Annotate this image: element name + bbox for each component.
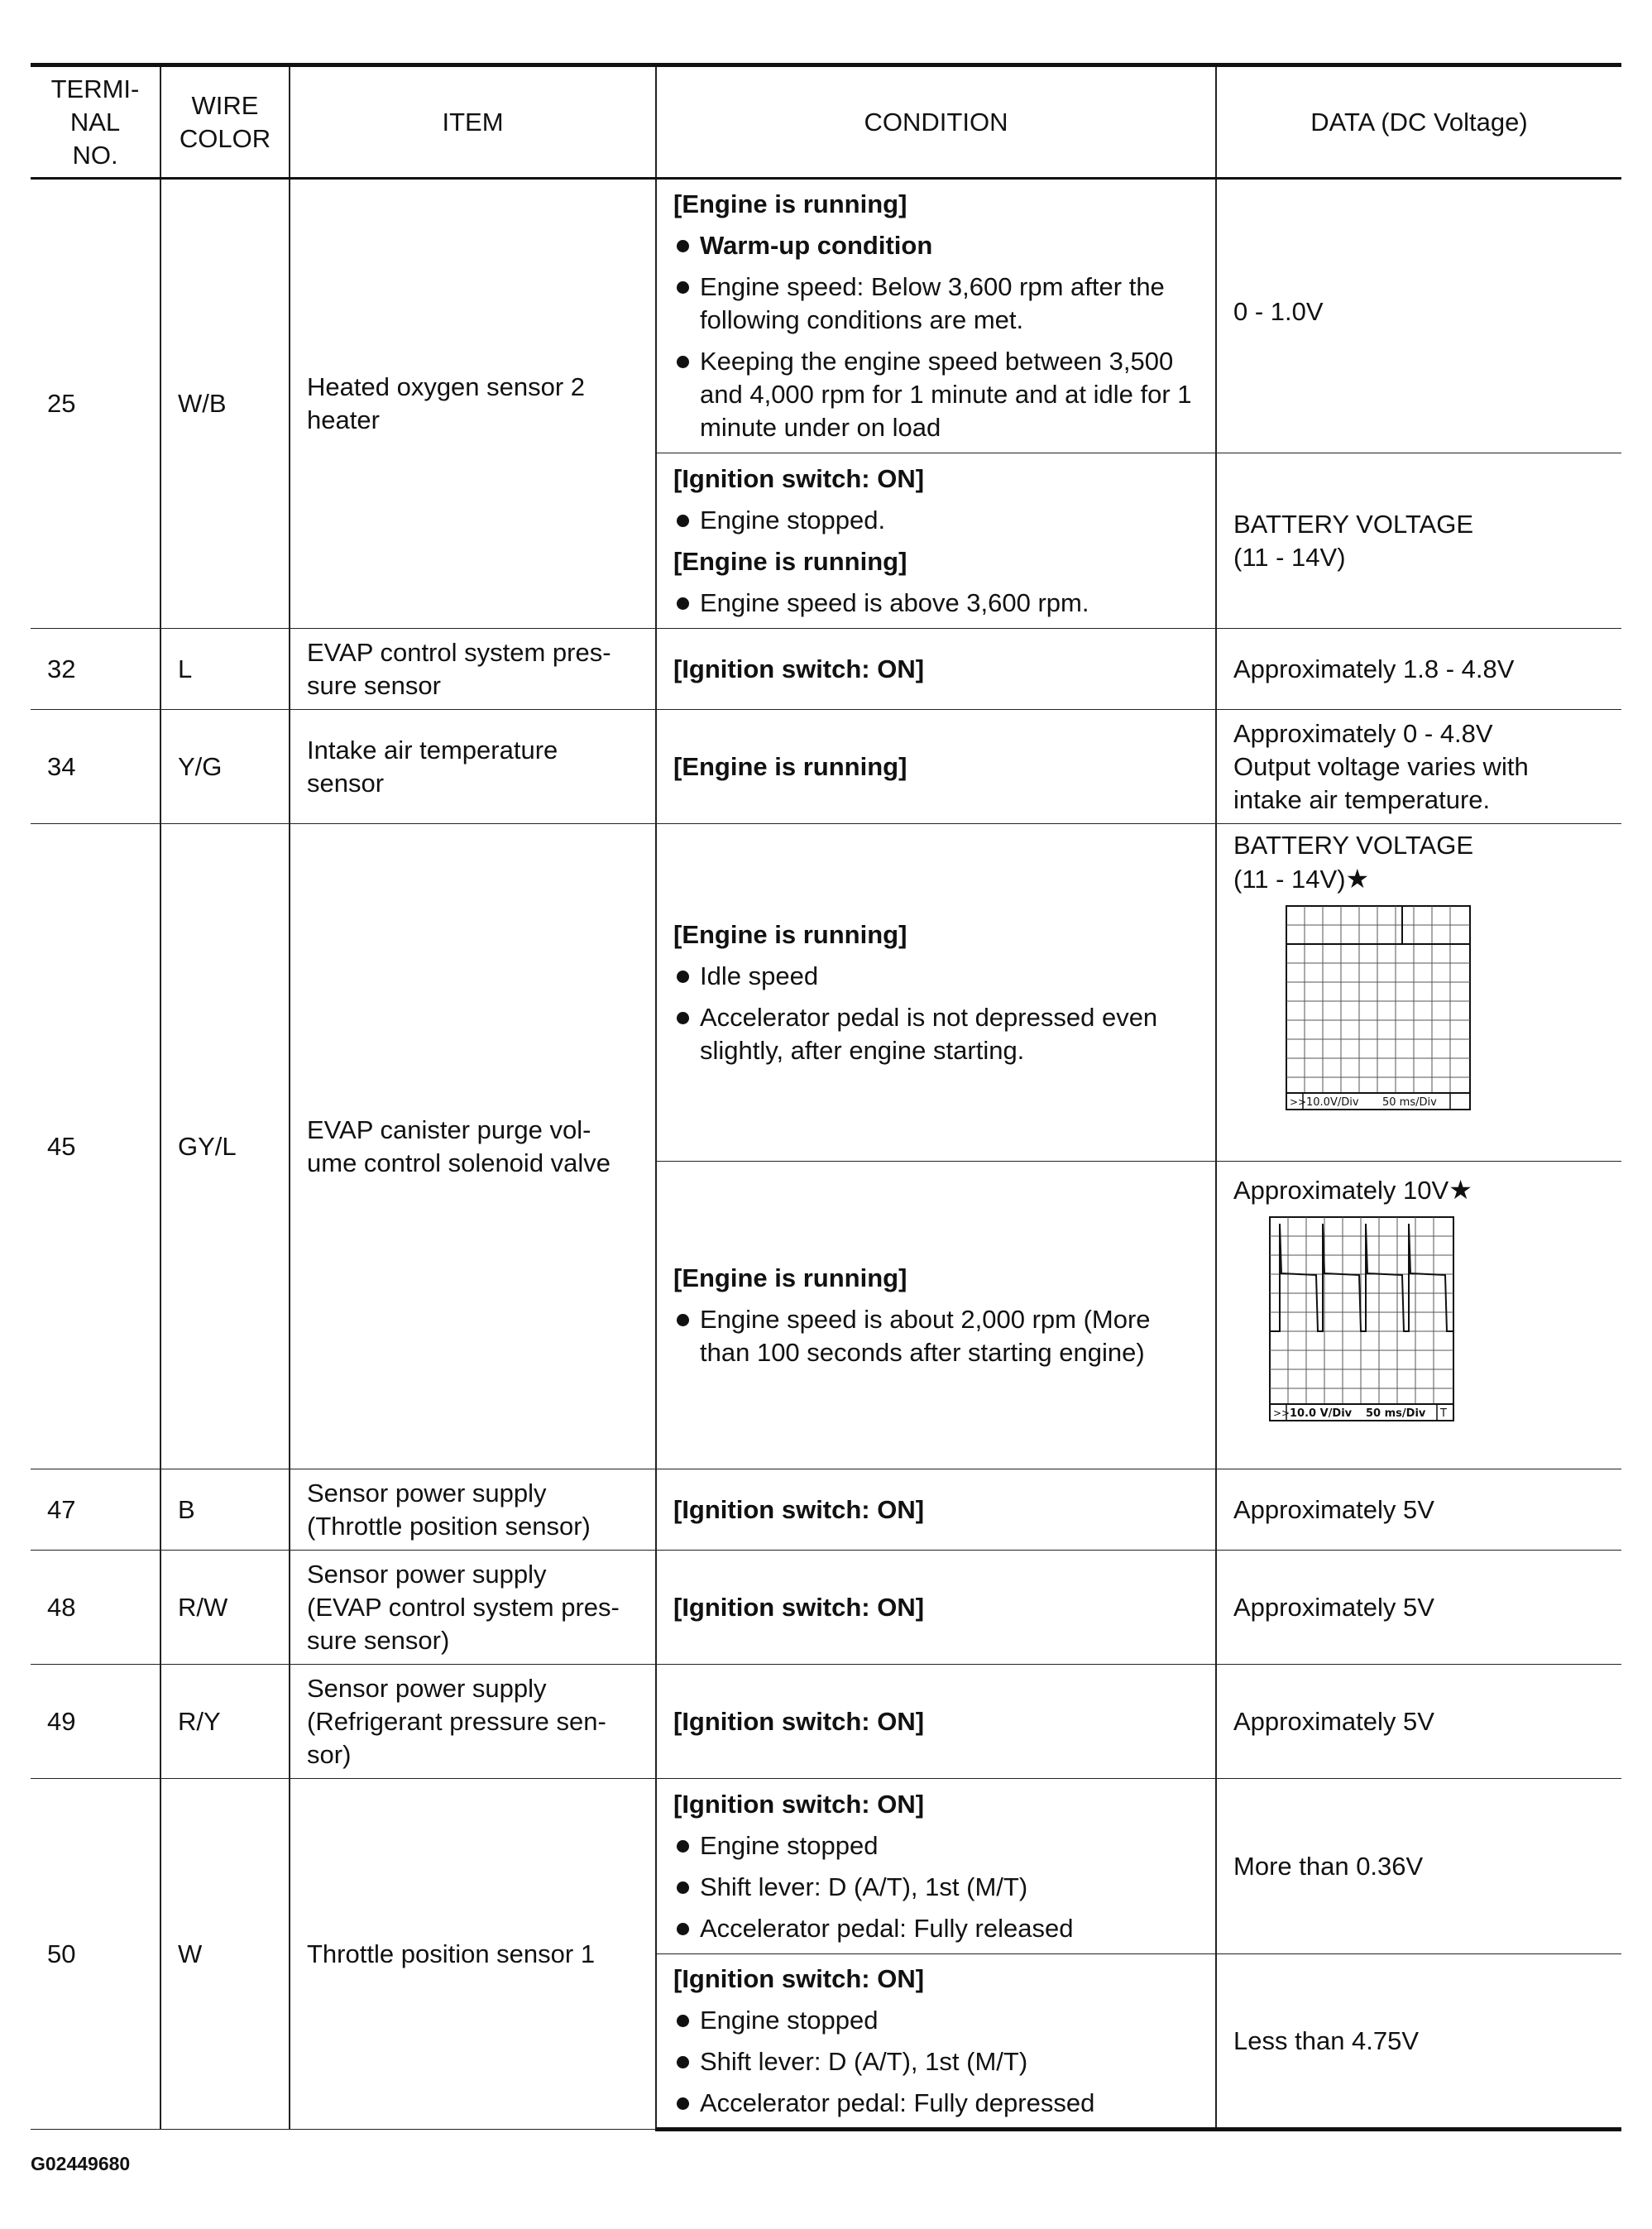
terminal-data-table <box>31 63 1621 2131</box>
item-name: EVAP canister purge vol- ume control solenoid valve <box>290 824 656 1469</box>
condition-cell <box>656 1551 1216 1665</box>
terminal-no: 45 <box>31 824 160 1469</box>
table-row <box>31 629 1621 710</box>
item-name: Sensor power supply (Throttle position sensor) <box>290 1469 656 1551</box>
data-value: Approximately 0 - 4.8V Output voltage varies with intake air temperature. <box>1216 710 1621 824</box>
star-mark: ★ <box>1345 864 1370 894</box>
oscilloscope-waveform-battery <box>1285 904 1475 1111</box>
table-row <box>31 1779 1621 1954</box>
figure-code: G02449680 <box>31 2153 131 2174</box>
condition-cell <box>656 710 1216 824</box>
condition-bullet: Warm-up condition <box>673 229 1199 262</box>
data-value: Less than 4.75V <box>1216 1954 1621 2130</box>
wire-color: W/B <box>160 179 290 629</box>
terminal-no: 47 <box>31 1469 160 1551</box>
condition-bullet: Keeping the engine speed between 3,500 and 4,000 rpm for 1 minute and at idle for 1 minute under on load <box>673 345 1199 444</box>
item-name: Throttle position sensor 1 <box>290 1779 656 2130</box>
condition-title: [Engine is running] <box>673 919 907 949</box>
condition-bullet: Engine stopped <box>673 2004 1199 2037</box>
header-condition: CONDITION <box>656 65 1216 179</box>
scope-trigger-mark: T <box>1440 1407 1447 1420</box>
condition-bullet: Shift lever: D (A/T), 1st (M/T) <box>673 2045 1199 2078</box>
item-name: Sensor power supply (EVAP control system pres- sure sensor) <box>290 1551 656 1665</box>
data-value: More than 0.36V <box>1216 1779 1621 1954</box>
star-mark: ★ <box>1448 1175 1472 1205</box>
header-item: ITEM <box>290 65 656 179</box>
condition-bullet: Accelerator pedal: Fully released <box>673 1912 1199 1945</box>
data-cell <box>1216 824 1621 1162</box>
wire-color: L <box>160 629 290 710</box>
table-row <box>31 1665 1621 1779</box>
condition-bullet: Accelerator pedal is not depressed even slightly, after engine starting. <box>673 1001 1199 1067</box>
item-name: Sensor power supply (Refrigerant pressure sen- sor) <box>290 1665 656 1779</box>
scope-time-scale: 50 ms/Div <box>1366 1407 1426 1420</box>
item-name: EVAP control system pres- sure sensor <box>290 629 656 710</box>
data-value: BATTERY VOLTAGE <box>1233 831 1473 860</box>
table-row <box>31 1551 1621 1665</box>
condition-title: [Ignition switch: ON] <box>673 1963 925 1993</box>
table-row <box>31 824 1621 1162</box>
condition-bullet: Idle speed <box>673 960 1199 993</box>
data-value: Approximately 5V <box>1216 1665 1621 1779</box>
scope-volt-scale: 10.0 V/Div <box>1290 1407 1353 1420</box>
condition-cell <box>656 824 1216 1162</box>
wire-color: GY/L <box>160 824 290 1469</box>
condition-title: [Engine is running] <box>673 751 907 781</box>
header-wire-color: WIRE COLOR <box>160 65 290 179</box>
data-value: Approximately 1.8 - 4.8V <box>1216 629 1621 710</box>
wire-color: B <box>160 1469 290 1551</box>
condition-cell <box>656 1469 1216 1551</box>
condition-bullet: Engine speed is above 3,600 rpm. <box>673 587 1199 620</box>
condition-cell <box>656 1779 1216 1954</box>
wire-color: W <box>160 1779 290 2130</box>
svg-text:>>: >> <box>1273 1407 1290 1419</box>
terminal-no: 50 <box>31 1779 160 2130</box>
table-row <box>31 710 1621 824</box>
condition-bullet: Engine speed: Below 3,600 rpm after the following conditions are met. <box>673 271 1199 337</box>
condition-title: [Engine is running] <box>673 189 907 218</box>
condition-title: [Ignition switch: ON] <box>673 1706 925 1736</box>
header-data: DATA (DC Voltage) <box>1216 65 1621 179</box>
oscilloscope-waveform-10v <box>1268 1215 1458 1422</box>
condition-title: [Ignition switch: ON] <box>673 1494 925 1524</box>
condition-cell <box>656 629 1216 710</box>
condition-title: [Ignition switch: ON] <box>673 1789 925 1819</box>
condition-cell <box>656 1665 1216 1779</box>
data-value: Approximately 5V <box>1216 1469 1621 1551</box>
condition-title: [Ignition switch: ON] <box>673 1592 925 1622</box>
condition-cell <box>656 1162 1216 1469</box>
data-value: Approximately 5V <box>1216 1551 1621 1665</box>
terminal-no: 49 <box>31 1665 160 1779</box>
svg-text:>>: >> <box>1290 1096 1307 1108</box>
item-name: Heated oxygen sensor 2 heater <box>290 179 656 629</box>
condition-bullet: Engine stopped. <box>673 504 1199 537</box>
wire-color: Y/G <box>160 710 290 824</box>
data-value: Approximately 10V <box>1233 1176 1449 1205</box>
condition-cell <box>656 1954 1216 2130</box>
condition-bullet: Engine stopped <box>673 1829 1199 1862</box>
condition-cell <box>656 453 1216 629</box>
data-value: BATTERY VOLTAGE (11 - 14V) <box>1216 453 1621 629</box>
terminal-no: 48 <box>31 1551 160 1665</box>
condition-cell <box>656 179 1216 453</box>
table-header-row <box>31 65 1621 179</box>
data-cell <box>1216 1162 1621 1469</box>
condition-bullet: Engine speed is about 2,000 rpm (More than 100 seconds after starting engine) <box>673 1303 1199 1369</box>
condition-title: [Ignition switch: ON] <box>673 654 925 683</box>
item-name: Intake air temperature sensor <box>290 710 656 824</box>
condition-bullet: Accelerator pedal: Fully depressed <box>673 2087 1199 2120</box>
scope-time-scale: 50 ms/Div <box>1382 1096 1437 1109</box>
scope-volt-scale: 10.0V/Div <box>1306 1096 1359 1109</box>
wire-color: R/W <box>160 1551 290 1665</box>
condition-title: [Engine is running] <box>673 1263 907 1292</box>
header-terminal-no: TERMI- NAL NO. <box>31 65 160 179</box>
terminal-no: 32 <box>31 629 160 710</box>
table-row <box>31 1469 1621 1551</box>
condition-title: [Ignition switch: ON] <box>673 463 925 493</box>
condition-bullet: Shift lever: D (A/T), 1st (M/T) <box>673 1871 1199 1904</box>
terminal-no: 25 <box>31 179 160 629</box>
wire-color: R/Y <box>160 1665 290 1779</box>
table-row <box>31 179 1621 453</box>
terminal-no: 34 <box>31 710 160 824</box>
data-value: 0 - 1.0V <box>1216 179 1621 453</box>
data-value: (11 - 14V) <box>1233 865 1346 894</box>
condition-title: [Engine is running] <box>673 546 907 576</box>
